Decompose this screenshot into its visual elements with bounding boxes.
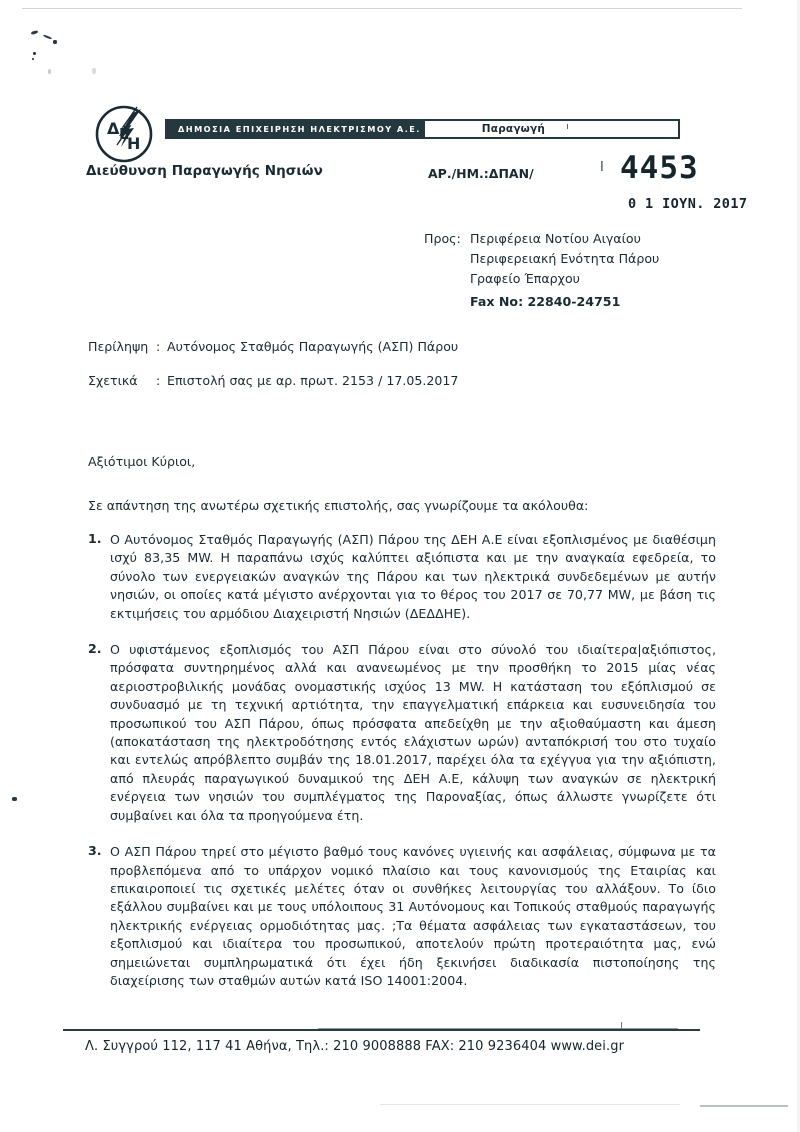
scan-speckle — [31, 30, 39, 35]
recipient-line — [424, 229, 659, 249]
scan-speckle — [92, 68, 96, 74]
list-item — [88, 641, 716, 825]
summary-colon: : — [156, 339, 161, 354]
scan-speckle — [53, 40, 57, 44]
footer-divider — [63, 1029, 700, 1031]
summary-key: Περίληψη — [88, 339, 149, 354]
scan-speckle — [48, 69, 51, 74]
subject-block — [88, 339, 458, 407]
protocol-number-stamp: 4453 — [620, 150, 699, 186]
list-item-text: Ο Αυτόνομος Σταθμός Παραγωγής (ΑΣΠ) Πάρου της ΔΕΗ Α.Ε είναι εξοπλισμένος με διαθέσιμη ισχύ 83,35 MW. Η παραπάνω ισχύς καλύπτει αξιόπιστα και με την αναγκαία εφεδρεία, το σύνολο των ενεργειακών αναγκών της Πάρου και των ηλεκτρικά συνδεδεμένων με αυτήν νησιών, οι οποίες κατά μέγιστο ανέρχονται για το θέρος του 2017 σε 70,77 MW, με βάση τις εκτιμήσεις του αρμόδιου Διαχειριστή Νησιών (ΔΕΔΔΗΕ). — [110, 532, 716, 621]
recipient-block — [424, 229, 659, 289]
recipient-unit: Περιφερειακή Ενότητα Πάρου — [470, 251, 660, 266]
subject-summary-row — [88, 339, 458, 354]
recipient-line — [424, 269, 659, 289]
list-item-number: 3. — [88, 843, 102, 859]
salutation: Αξιότιμοι Κύριοι, — [88, 454, 196, 469]
subject-related-row — [88, 373, 458, 388]
recipient-office: Γραφείο Έπαρχου — [470, 271, 580, 286]
recipient-label-spacer — [424, 249, 470, 269]
division-label: Παραγωγή — [481, 123, 546, 135]
list-item-number: 1. — [88, 531, 102, 546]
recipient-label: Προς: — [424, 231, 461, 246]
protocol-label: ΑΡ./ΗΜ.:ΔΠΑΝ/ — [428, 166, 534, 181]
scan-smudge — [700, 1105, 788, 1107]
related-colon: : — [156, 373, 161, 388]
scan-speckle — [32, 58, 34, 60]
list-item-number: 2. — [88, 641, 102, 657]
division-box — [425, 121, 678, 137]
scan-speckle — [43, 34, 52, 39]
related-value: Επιστολή σας με αρ. πρωτ. 2153 / 17.05.2017 — [167, 373, 459, 388]
recipient-line — [424, 249, 659, 269]
scan-speckle — [12, 797, 17, 801]
recipient-fax: Fax No: 22840-24751 — [470, 294, 621, 309]
dei-logo-icon — [93, 103, 155, 165]
numbered-list — [88, 531, 716, 1008]
scan-speckle — [33, 52, 36, 55]
scan-smudge — [380, 1104, 680, 1105]
date-stamp: 0 1 ΙΟΥΝ. 2017 — [628, 196, 748, 212]
list-item — [88, 843, 716, 990]
list-item-text: Ο υφιστάμενος εξοπλισμός του ΑΣΠ Πάρου είναι στο σύνολό του ιδιαίτερα|αξιόπιστος, πρόσφατα συντηρημένος αλλά και ανανεωμένος με την προσθήκη το 2015 μίας νέας αεριοστροβιλικής μονάδας ονομαστικής ισχύος 13 MW. Η κατάσταση του εξόπλισμού σε συνδυασμό με τη τεχνική αρτιότητα, την επαγγελματική επάρκεια και ευσυνειδησία του προσωπικού του ΑΣΠ Πάρου, όπως πρόσφατα απεδείχθη με την αξιοθαύμαστη και άμεση (αποκατάσταση της ηλεκτροδότησης εντός ελάχιστων ωρών) ανταπόκρισή του στο τυχαίο και εντελώς απρόβλεπτο συμβάν της 18.01.2017, παρέχει όλα τα εχέγγυα για την αξιόπιστη, από πλευράς παραγωγικού δυναμικού της ΔΕΗ Α.Ε, κάλυψη των αναγκών σε ηλεκτρική ενέργεια των νησιών του συμπλέγματος της Παροναξίας, όπως άλλωστε γνωρίζετε ότι συμβαίνει και όλα τα προηγούμενα έτη. — [110, 642, 716, 823]
list-item — [88, 531, 716, 623]
svg-text:Δ: Δ — [107, 119, 120, 138]
company-name-label: ΔΗΜΟΣΙΑ ΕΠΙΧΕΙΡΗΣΗ ΗΛΕΚΤΡΙΣΜΟΥ Α.Ε. — [178, 124, 421, 134]
summary-value: Αυτόνομος Σταθμός Παραγωγής (ΑΣΠ) Πάρου — [167, 339, 459, 354]
list-item-text: Ο ΑΣΠ Πάρου τηρεί στο μέγιστο βαθμό τους κανόνες υγιεινής και ασφάλειας, σύμφωνα με τα προβλεπόμενα από το υπάρχον νομικό πλαίσιο και τους κανονισμούς της Εταιρίας και επικαιροποιεί τις σχετικές μελέτες όταν οι συνθήκες λειτουργίας του αλλάξουν. Το ίδιο εξάλλου συμβαίνει και με τους υπόλοιπους 31 Αυτόνομους και Τοπικούς σταθμούς παραγωγής ηλεκτρικής ενέργειας ορμοδιότητας μας. ;Τα θέματα ασφάλειας των εγκαταστάσεων, του εξοπλισμού και ιδιαίτερα του προσωπικού, αποτελούν πρώτη προτεραιότητα μας, ενώ σημειώνεται συμπληρωματικά ότι έχει ήδη ξεκινήσει διαδικασία πιστοποίησης της διαχείρισης των σταθμών αυτών κατά ISO 14001:2004. — [110, 844, 716, 988]
scan-edge-line-top — [22, 8, 742, 9]
department-title: Διεύθυνση Παραγωγής Νησιών — [86, 163, 323, 179]
svg-text:Ε: Ε — [119, 125, 130, 143]
scan-tick-mark — [621, 1022, 622, 1029]
protocol-tick-mark: Ι — [600, 160, 604, 175]
recipient-org: Περιφέρεια Νοτίου Αιγαίου — [470, 231, 641, 246]
related-key: Σχετικά — [88, 373, 138, 388]
svg-text:Η: Η — [127, 134, 141, 153]
recipient-label-spacer — [424, 269, 470, 289]
company-brand-bar — [165, 119, 680, 139]
intro-paragraph: Σε απάντηση της ανωτέρω σχετικής επιστολής, σας γνωρίζουμε τα ακόλουθα: — [88, 498, 589, 513]
footer-address: Λ. Συγγρού 112, 117 41 Αθήνα, Τηλ.: 210 9008888 FAX: 210 9236404 www.dei.gr — [85, 1039, 625, 1054]
scan-tick-mark — [567, 124, 568, 129]
